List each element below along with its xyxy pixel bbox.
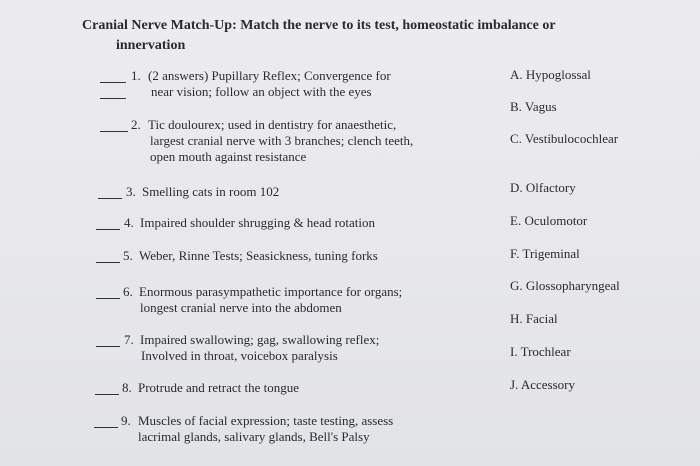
question-text-line: Muscles of facial expression; taste testing, assess: [138, 413, 394, 428]
answer-blank-1b[interactable]: [100, 98, 126, 99]
question-text-line: open mouth against resistance: [150, 149, 307, 164]
title-line-1: Cranial Nerve Match-Up: Match the nerve to its test, homeostatic imbalance or: [82, 18, 556, 33]
answer-blank-6[interactable]: [96, 298, 120, 299]
answer-blank-8[interactable]: [95, 394, 119, 395]
worksheet-title: [82, 16, 602, 56]
question-text-line: Tic doulourex; used in dentistry for anaesthetic,: [148, 117, 397, 132]
question-text-line: lacrimal glands, salivary glands, Bell's Palsy: [138, 429, 370, 444]
answer-choice-b: B. Vagus: [510, 99, 557, 114]
answer-blank-5[interactable]: [96, 262, 120, 263]
answer-choice-i: I. Trochlear: [510, 344, 571, 359]
answer-choice-d: D. Olfactory: [510, 180, 576, 195]
answer-choice-f: F. Trigeminal: [510, 246, 580, 261]
answer-choice-h: H. Facial: [510, 311, 558, 326]
question-text-line: Impaired swallowing; gag, swallowing reflex;: [140, 332, 380, 347]
question-text-line: Impaired shoulder shrugging & head rotation: [140, 215, 376, 230]
answer-choice-g: G. Glossopharyngeal: [510, 278, 620, 293]
question-text-line: Protrude and retract the tongue: [138, 380, 299, 395]
answer-choice-e: E. Oculomotor: [510, 213, 588, 228]
answer-blank-1a[interactable]: [100, 82, 126, 83]
question-text-line: largest cranial nerve with 3 branches; clench teeth,: [150, 133, 414, 148]
question-number: 2.: [131, 117, 141, 132]
answer-blank-7[interactable]: [96, 346, 120, 347]
question-number: 3.: [126, 184, 136, 199]
question-text-line: (2 answers) Pupillary Reflex; Convergence for: [148, 68, 391, 83]
answer-choice-c: C. Vestibulocochlear: [510, 131, 619, 146]
answer-choice-a: A. Hypoglossal: [510, 67, 591, 82]
question-number: 6.: [123, 284, 133, 299]
question-number: 8.: [122, 380, 132, 395]
question-number: 4.: [124, 215, 134, 230]
answer-blank-3[interactable]: [98, 198, 122, 199]
question-number: 7.: [124, 332, 134, 347]
question-number: 1.: [131, 68, 141, 83]
answer-blank-2[interactable]: [100, 131, 128, 132]
question-text-line: Smelling cats in room 102: [142, 184, 280, 199]
question-text-line: Involved in throat, voicebox paralysis: [141, 348, 338, 363]
title-line-2: innervation: [116, 38, 186, 53]
question-text-line: longest cranial nerve into the abdomen: [140, 300, 342, 315]
question-text-line: Weber, Rinne Tests; Seasickness, tuning forks: [139, 248, 378, 263]
question-text-line: near vision; follow an object with the eyes: [151, 84, 372, 99]
answer-blank-9[interactable]: [94, 427, 118, 428]
answer-choice-j: J. Accessory: [510, 377, 575, 392]
question-text-line: Enormous parasympathetic importance for organs;: [139, 284, 403, 299]
answer-blank-4[interactable]: [96, 229, 120, 230]
question-number: 9.: [121, 413, 131, 428]
question-number: 5.: [123, 248, 133, 263]
